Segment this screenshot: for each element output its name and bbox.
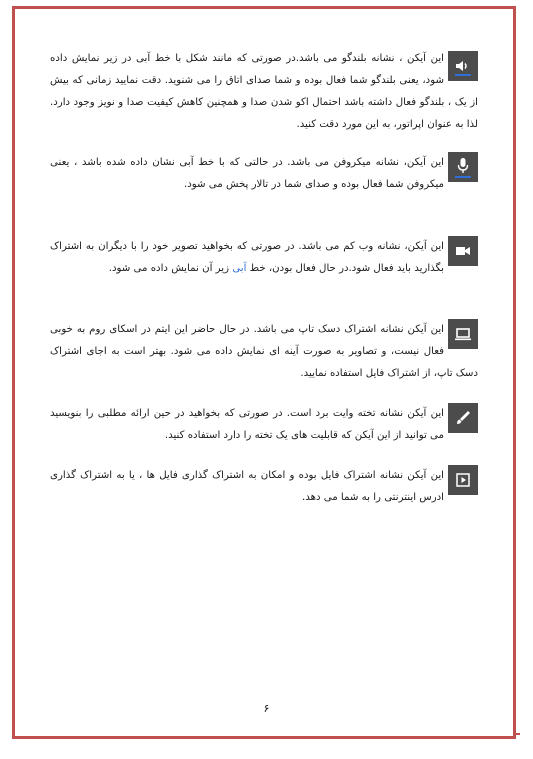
brush-icon [448,403,478,433]
speaker-section [50,48,478,136]
microphone-description: این آیکن، نشانه میکروفن می باشد. در حالتی که با خط آبی نشان داده شده باشد ، یعنی میکروفن شما فعال بوده و صدای شما در تالار پخش می شود. [50,157,444,190]
speaker-icon [448,51,478,81]
webcam-blue-word: آبی [232,263,247,274]
desktop-share-description: این آیکن نشانه اشتراک دسک تاپ می باشد. در حال حاضر این ایتم در اسکای روم به خوبی فعال نیست، و تصاویر به صورت آینه ای نمایش داده می شود. بهتر است به اجای اشتراک دسک تاپ، از اشتراک فایل استفاده نمایید. [50,324,478,379]
microphone-section [50,152,478,196]
file-share-section [50,465,478,509]
page-number: ۶ [263,702,270,715]
webcam-description-end: زیر آن نمایش داده می شود. [108,263,233,274]
whiteboard-section [50,403,478,447]
desktop-share-section [50,319,478,385]
laptop-icon [448,319,478,349]
microphone-icon [448,152,478,182]
file-share-icon [448,465,478,495]
webcam-section [50,236,478,280]
speaker-description: این آیکن ، نشانه بلندگو می باشد.در صورتی که مانند شکل با خط آبی در زیر نمایش داده شود، یعنی بلندگو شما فعال بوده و شما صدای اتاق را می شنوید. دقت نمایید زمانی که بیش از یک ، بلندگو فعال داشته باشد احتمال اکو شدن صدا و همچنین کاهش کیفیت صدا و نویز وجود دارد. لذا به عنوان اپراتور، به این مورد دقت کنید. [50,53,478,130]
whiteboard-description: این آیکن نشانه تخته وایت برد است. در صورتی که بخواهید در حین ارائه مطلبی را بنویسید می توانید از این آیکن که قابلیت های یک تخته را دارد استفاده کنید. [50,408,444,441]
webcam-icon [448,236,478,266]
webcam-description-start: این آیکن، نشانه وب کم می باشد. در صورتی که بخواهید تصویر خود را با دیگران به اشتراک بگذارید باید فعال شود.در حال فعال بودن، خط [50,241,444,274]
page-border-tick [514,733,520,735]
file-share-description: این آیکن نشانه اشتراک فایل بوده و امکان به اشتراک گذاری فایل ها ، یا به اشتراک گذاری ادرس اینترنتی را به شما می دهد. [50,470,444,503]
